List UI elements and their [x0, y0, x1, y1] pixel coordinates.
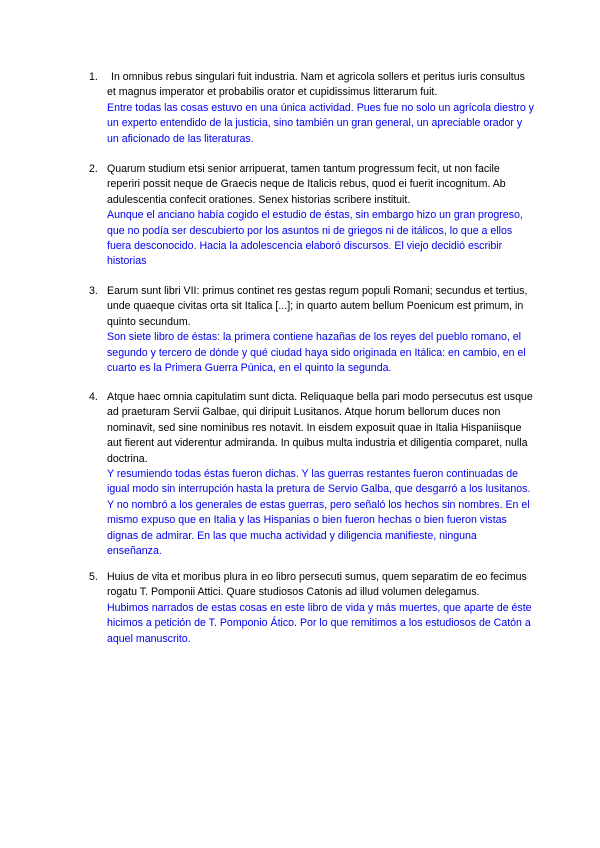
- item-body: [107, 162, 534, 270]
- item-number: 1.: [89, 71, 98, 83]
- spanish-translation: Y resumiendo todas éstas fueron dichas. Y las guerras restantes fueron continuadas de igual modo sin interrupción hasta la pretura de Servio Galba, que desgarró a los lusitanos. Y no nombró a los generales de estas guerras, pero señaló los hechos sin nombres. En el mismo expuso que en Italia y las Hispanias o bien fueron hechas o bien fueron vistas dignas de admirar. En las que mucha actividad y diligencia manifieste, ninguna enseñanza.: [107, 468, 531, 558]
- list-item-2: [89, 162, 534, 270]
- spanish-translation: Aunque el anciano había cogido el estudio de éstas, sin embargo hizo un gran progreso, que no podía ser descubierto por los asuntos ni de griegos ni de itálicos, lo que a ellos fuera desconocido. Hacia la adolescencia elaboró discursos. El viejo decidió escribir historias: [107, 209, 523, 268]
- item-number: 5.: [89, 571, 98, 583]
- list-item-4: [89, 390, 534, 559]
- item-body: [107, 570, 534, 647]
- list-item-1: [89, 70, 534, 147]
- item-body: [107, 390, 534, 559]
- item-body: [107, 70, 534, 147]
- item-body: [107, 284, 534, 376]
- spanish-translation: Hubimos narrados de estas cosas en este libro de vida y más muertes, que aparte de éste hicimos a petición de T. Pomponio Ático. Por lo que remitimos a los estudiosos de Catón a aquel manuscrito.: [107, 601, 532, 645]
- spanish-translation: Entre todas las cosas estuvo en una única actividad. Pues fue no solo un agrícola diestro y un experto entendido de la justicia, sino también un gran general, un apreciable orador y un aficionado de las literaturas.: [107, 101, 534, 145]
- latin-text: Huius de vita et moribus plura in eo libro persecuti sumus, quem separatim de eo fecimus rogatu T. Pomponii Attici. Quare studiosos Catonis ad illud volumen delegamus.: [107, 571, 527, 599]
- latin-text: Earum sunt libri VII: primus continet res gestas regum populi Romani; secundus et tertius, unde quaeque civitas orta sit Italica [...]; in quarto autem bellum Poenicum est primum, in quinto secundum.: [107, 285, 528, 328]
- item-number: 2.: [89, 163, 98, 175]
- latin-text: Quarum studium etsi senior arripuerat, tamen tantum progressum fecit, ut non facile reperiri possit neque de Graecis neque de Italicis rebus, quod ei fuerit incognitum. Ab adulescentia confecit orationes. Senex historias scribere instituit.: [107, 163, 506, 206]
- spanish-translation: Son siete libro de éstas: la primera contiene hazañas de los reyes del pueblo romano, el segundo y tercero de dónde y qué ciudad haya sido originada en Itálica: en cambio, en el cuarto es la Primera Guerra Púnica, en el quinto la segunda.: [107, 331, 526, 375]
- item-number: 3.: [89, 285, 98, 297]
- list-item-3: [89, 284, 534, 376]
- latin-text: In omnibus rebus singulari fuit industria. Nam et agricola sollers et peritus iuris consultus et magnus imperator et probabilis orator et cupidissimus litterarum fuit.: [107, 71, 525, 99]
- latin-text: Atque haec omnia capitulatim sunt dicta. Reliquaque bella pari modo persecutus est usque ad praeturam Servii Galbae, qui diripuit Lusitanos. Atque horum bellorum duces non nominavit, sed sine nominibus res notavit. In eisdem exposuit quae in Italia Hispaniisque aut fierent aut viderentur admiranda. In quibus multa industria et diligentia comparet, nulla doctrina.: [107, 391, 533, 465]
- item-number: 4.: [89, 391, 98, 403]
- list-item-5: [89, 570, 534, 647]
